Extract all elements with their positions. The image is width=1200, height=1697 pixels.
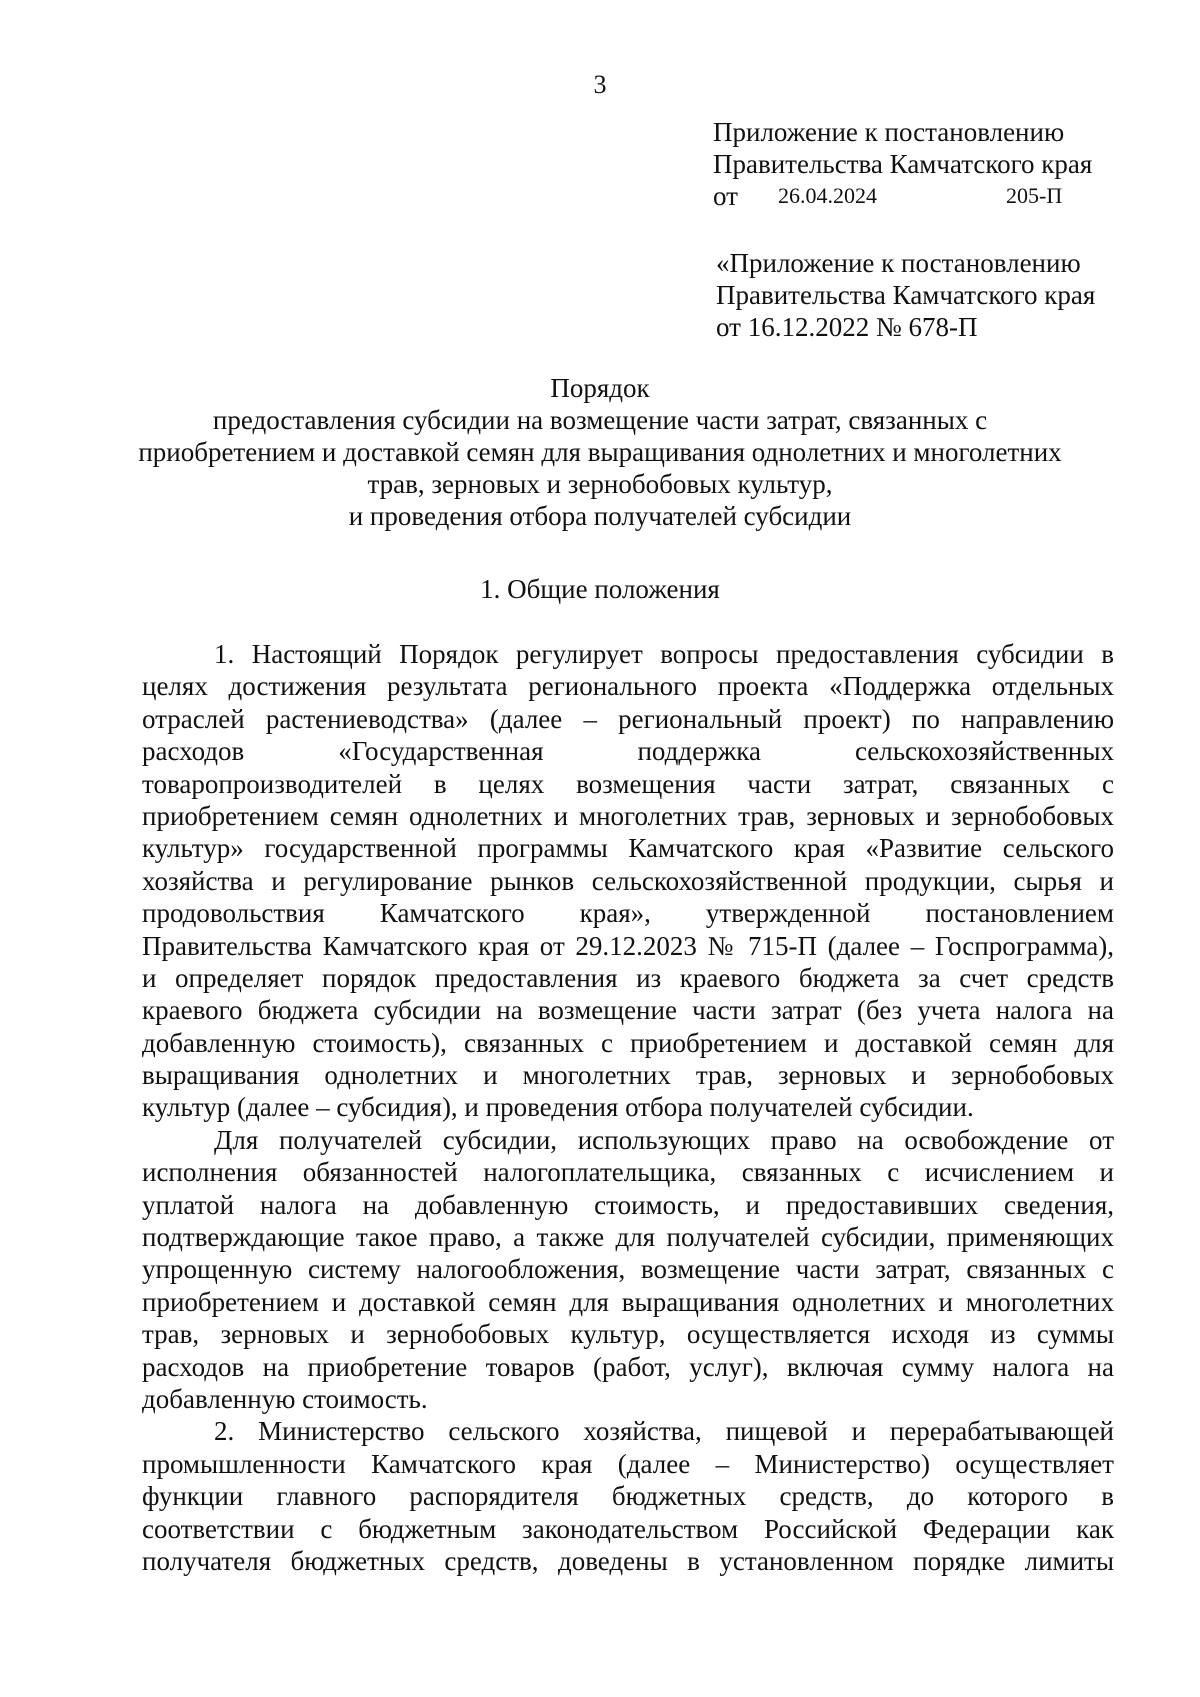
body-line: товаропроизводителей в целях возмещения части затрат, связанных с — [142, 768, 1114, 799]
body-line: продовольствия Камчатского края», утвержденной постановлением — [142, 898, 1114, 929]
prev-approval-line-1: «Приложение к постановлению — [716, 248, 1081, 278]
body-line: добавленную стоимость. — [142, 1383, 428, 1414]
prev-approval-line-3: от 16.12.2022 № 678-П — [716, 312, 978, 342]
body-line: 1. Настоящий Порядок регулирует вопросы предоставления субсидии в — [214, 639, 1114, 669]
body-line: функции главного распорядителя бюджетных средств, до которого в — [142, 1481, 1114, 1512]
body-line: культур (далее – субсидия), и проведения отбора получателей субсидии. — [142, 1092, 974, 1123]
body-line: Правительства Камчатского края от 29.12.2023 № 715-П (далее – Госпрограмма), — [142, 930, 1114, 961]
body-line: отраслей растениеводства» (далее – региональный проект) по направлению — [142, 703, 1114, 734]
body-line: подтверждающие такое право, а также для получателей субсидии, применяющих — [142, 1222, 1114, 1253]
body-line: уплатой налога на добавленную стоимость, и предоставивших сведения, — [142, 1189, 1114, 1220]
body-line: краевого бюджета субсидии на возмещение части затрат (без учета налога на — [142, 995, 1114, 1026]
section-heading: 1. Общие положения — [480, 574, 720, 604]
approval-block-current — [713, 116, 1092, 212]
approval-block-previous — [716, 247, 1095, 343]
body-line: выращивания однолетних и многолетних трав, зерновых и зернобобовых — [142, 1060, 1114, 1091]
approval-line-2: Правительства Камчатского края — [713, 149, 1093, 179]
body-line: трав, зерновых и зернобобовых культур, осуществляется исходя из суммы — [142, 1319, 1114, 1350]
title-line-2: предоставления субсидии на возмещение части затрат, связанных с — [212, 405, 988, 435]
approval-date-prefix: от — [713, 181, 738, 211]
approval-date: 26.04.2024 — [778, 183, 877, 208]
body-line: промышленности Камчатского края (далее – Министерство) осуществляет — [142, 1448, 1114, 1479]
body-line: приобретением и доставкой семян для выращивания однолетних и многолетних — [142, 1286, 1114, 1317]
body-line: получателя бюджетных средств, доведены в установленном порядке лимиты — [142, 1545, 1114, 1576]
body-line: упрощенную систему налогообложения, возмещение части затрат, связанных с — [142, 1254, 1114, 1285]
title-line-4: трав, зерновых и зернобобовых культур, — [367, 469, 833, 499]
body-line: исполнения обязанностей налогоплательщика, связанных с исчислением и — [142, 1157, 1114, 1188]
body-line: Для получателей субсидии, использующих право на освобождение от — [214, 1124, 1114, 1155]
title-line-5: и проведения отбора получателей субсидии — [348, 501, 852, 531]
document-title — [0, 372, 1200, 532]
title-line-1: Порядок — [550, 373, 650, 403]
body-text — [142, 638, 1114, 1577]
body-line: расходов на приобретение товаров (работ, услуг), включая сумму налога на — [142, 1351, 1114, 1382]
body-line: соответствии с бюджетным законодательством Российской Федерации как — [142, 1513, 1114, 1544]
body-line: приобретением семян однолетних и многолетних трав, зерновых и зернобобовых — [142, 800, 1114, 831]
page-number: 3 — [593, 70, 607, 99]
approval-number: 205-П — [1006, 183, 1063, 208]
title-line-3: приобретением и доставкой семян для выращивания однолетних и многолетних — [138, 437, 1062, 467]
body-line: расходов «Государственная поддержка сельскохозяйственных — [142, 736, 1114, 767]
body-line: 2. Министерство сельского хозяйства, пищевой и перерабатывающей — [214, 1416, 1114, 1447]
body-line: хозяйства и регулирование рынков сельскохозяйственной продукции, сырья и — [142, 865, 1114, 896]
approval-date-line — [713, 180, 1073, 212]
body-line: культур» государственной программы Камчатского края «Развитие сельского — [142, 833, 1114, 864]
approval-line-1: Приложение к постановлению — [713, 117, 1065, 147]
body-line: и определяет порядок предоставления из краевого бюджета за счет средств — [142, 962, 1114, 993]
body-line: добавленную стоимость), связанных с приобретением и доставкой семян для — [142, 1027, 1114, 1058]
prev-approval-line-2: Правительства Камчатского края — [716, 280, 1096, 310]
body-line: целях достижения результата регионального проекта «Поддержка отдельных — [142, 671, 1114, 702]
